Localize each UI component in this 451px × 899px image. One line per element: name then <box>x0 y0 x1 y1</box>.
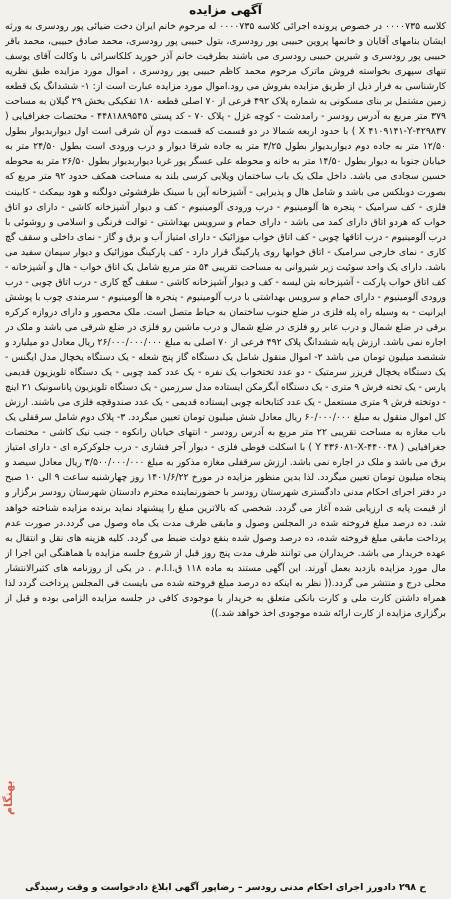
ad-body-paragraph: کلاسه ۰۰۰۰۷۳۵ در خصوص پرونده اجرائی کلاسه ۰۰۰۰۷۳۵ له مرحوم خانم ایران دخت ضیائی پور رودسری به ورثه ایشان بنامهای آقایان و خانمها پروین حبیبی پور رودسری، بتول حبیبی پور رودسری، محمد صادق حبیبی، محمد باقر حبیبی پور رودسری و شیرین حبیبی رودسری می باشند بطرفیت خانم آذر خورید کلکاسرائی با وکالت آقای یوسف تنهای سپهری بخواسته فروش ماترک مرحوم محمد کاظم حبیبی پور رودسری ، اموال مورد مزایده طبق نظریه کارشناسی به فرار ذیل از طریق مزایده بفروش می رود.اموال مورد مزایده عبارت است از: ۱- ششدانگ یک قطعه زمین مشتمل بر بنای مسکونی به شماره پلاک ۴۹۲ فرعی از ۷۰ اصلی قطعه ۱۸۰ تفکیکی بخش ۲۹ گیلان به مساحت ۳۷۹ متر مربع به آدرس رودسر - رامدشت - کوچه غزل - پلاک ۷۰ - کد پستی ۴۴۸۱۸۸۹۵۴۵ - مختصات جغرافیایی ( ۴۲۹۸۳۷-X ۴۱۰۹۱۴۱-Y ) با حدود اربعه شمالا در دو قسمت که قسمت دوم آن شرقی است اول دیواربدیوار بطول ۱۲/۵۰ متر به جاده دوم دیواربدیوار بطول ۳/۲۵ متر به جاده شرقا دیوار و درب ورودی است بطول ۲۴/۵۰ متر به خیابان جنوبا به دیوار بطول ۱۴/۵۰ متر به خانه و محوطه علی عسگر پور غربا دیواربدیوار بطول ۲۶/۵۰ متر به محوطه حسین سجادی می باشد. داخل ملک یک باب ساختمان ویلایی کرسی بلند به مساحت همکف حدود ۹۲ متر مربع که بصورت دوبلکس می باشد و شامل هال و پذیرایی - آشپزخانه آپن با سینک ظرفشوئی دولگنه و هود بیمکث - کابینت فلزی - کف سرامیک - پنجره ها آلومینیوم - درب ورودی آلومینیوم - کف و دیوار آشپزخانه کاشی - دارای دو اتاق خواب که هردو اتاق دارای کمد می باشد - دارای حمام و سرویس بهداشتی - توالت فرنگی و اسلامی و روشوئی با درب آلومینیوم - درب اتاقها چوبی - کف اتاق خواب موزائیک - دارای امتیاز آب و برق و گاز - نمای داخلی و سقف گچ کاری - نمای خارجی سرامیک - اتاق خوابها روی پارکینگ قرار دارد - کف پارکینگ موزائیک و دیوار سیمان سفید می باشد. دارای یک واحد سوئیت زیر شیروانی به مساحت تقریبی ۵۴ متر مربع شامل یک اتاق خواب - هال و آشپزخانه - کف اتاق خواب پارکت - آشپزخانه بتن لیسه - کف و دیوار آشپزخانه کاشی - سقف گچ کاری - درب اتاق چوبی - درب ورودی آلومینیوم - دارای حمام و سرویس بهداشتی با درب آلومینیوم - پنجره ها آلومینیوم - سرمندی چوب با پوشش ایرانیت - به وسیله راه پله فلزی در ضلع جنوب ساختمان به حیاط متصل است. ملک محصور و دارای دروازه کرکره برقی در ضلع شمال و درب عابر رو فلزی در ضلع شمال و درب ماشین رو فلزی در ضلع شرقی می باشد و ملک در اجاره نمی باشد. ارزش پایه ششدانگ پلاک ۴۹۲ فرعی از ۷۰ اصلی به مبلغ ۲۶/۰۰۰/۰۰۰/۰۰۰ ریال معادل دو میلیارد و ششصد میلیون تومان می باشد ۲- اموال منقول شامل یک دستگاه گاز پنج شعله - یک دستگاه یخچال مدل ایگنس - یک دستگاه یخچال فریزر سرمتیک - دو عدد تختخواب یک نفره - یک عدد کمد چوبی - یک دستگاه تلویزیون قدیمی پارس - یک تخته فرش ۹ متری - یک دستگاه آبگرمکن ایستاده مدل سرزمین - یک دستگاه تلویزیون پاناسونیک ۲۱ اینچ - دوتخته فرش ۹ متری مستعمل - یک عدد کتابخانه چوبی ایستاده قدیمی - یک عدد صندوقچه فلزی می باشند. ارزش کل اموال منقول به مبلغ ۶۰/۰۰۰/۰۰۰ ریال معادل شش میلیون تومان تعیین میگردد. ۳- پلاک دوم شامل سرقفلی یک باب مغازه به مساحت تقریبی ۲۲ متر مربع به آدرس رودسر - انتهای خیابان رانکوه - جنب نیک کاشی - مختصات جغرافیایی ( ۴۴۰۰۴۸-Y ۴۳۶۰۸۱-X ) با اسکلت فوطی فلزی - دیوار آجر فشاری - درب جلوکرکره ای - دارای امتیاز برق می باشد و ملک در اجاره نمی باشد. ارزش سرقفلی مغازه مذکور به مبلغ ۳/۵۰۰/۰۰۰/۰۰۰ ریال معادل سیصد و پنجاه میلیون تومان تعیین میگردد. لذا بدین منظور مزایده در مورخ ۱۴۰۱/۶/۲۲ روز چهارشنبه ساعت ۹ الی ۱۰ صبح در دفتر اجرای احکام مدنی دادگستری شهرستان رودسر با حضورنماینده محترم دادستان شهرستان رودسر برگزار و از قیمت پایه ی ارزیابی شده آغاز می گردد. شخصی که بالاترین مبلغ را پیشنهاد نماید برنده مزایده شناخته خواهد شد. ده درصد مبلغ فروخته شده در المجلس وصول و مابقی ظرف مدت یک ماه وصول می گردد.در صورت عدم پرداخت مابقی مبلغ فروخته شده، ده درصد وصول شده بنفع دولت ضبط می گردد. کلیه هزینه های نقل و انتقال به عهده خریدار می باشد. خریداران می توانند ظرف مدت پنج روز قبل از شروع جلسه مزایده با هماهنگی این اجرا از مال مورد مزایده بازدید بعمل آورند. این آگهی مستند به ماده ۱۱۸ ق.ا.ا.م . در یکی از روزنامه های کثیرالانتشار محلی درج و منتشر می گردد.(( نظر به اینکه ده درصد مبلغ فروخته شده می بایست فی المجلس پرداخت گردد لذا همراه داشتن کارت ملی و کارت بانکی متعلق به خریدار با موجودی کافی در جلسه مزایده الزامی بوده و قبل از برگزاری مزایده از کارت ارائه شده موجودی اخذ خواهد شد.)) <box>5 21 446 619</box>
ad-title: آگهی مزایده <box>189 3 262 17</box>
ad-body <box>5 19 446 881</box>
ad-footer: ح ۲۹۸ دادورز اجرای احکام مدنی رودسر – رضاپور آگهی ابلاغ دادخواست و وقت رسیدگی <box>25 882 426 893</box>
watermark-stamp: بهنگام <box>2 780 15 815</box>
